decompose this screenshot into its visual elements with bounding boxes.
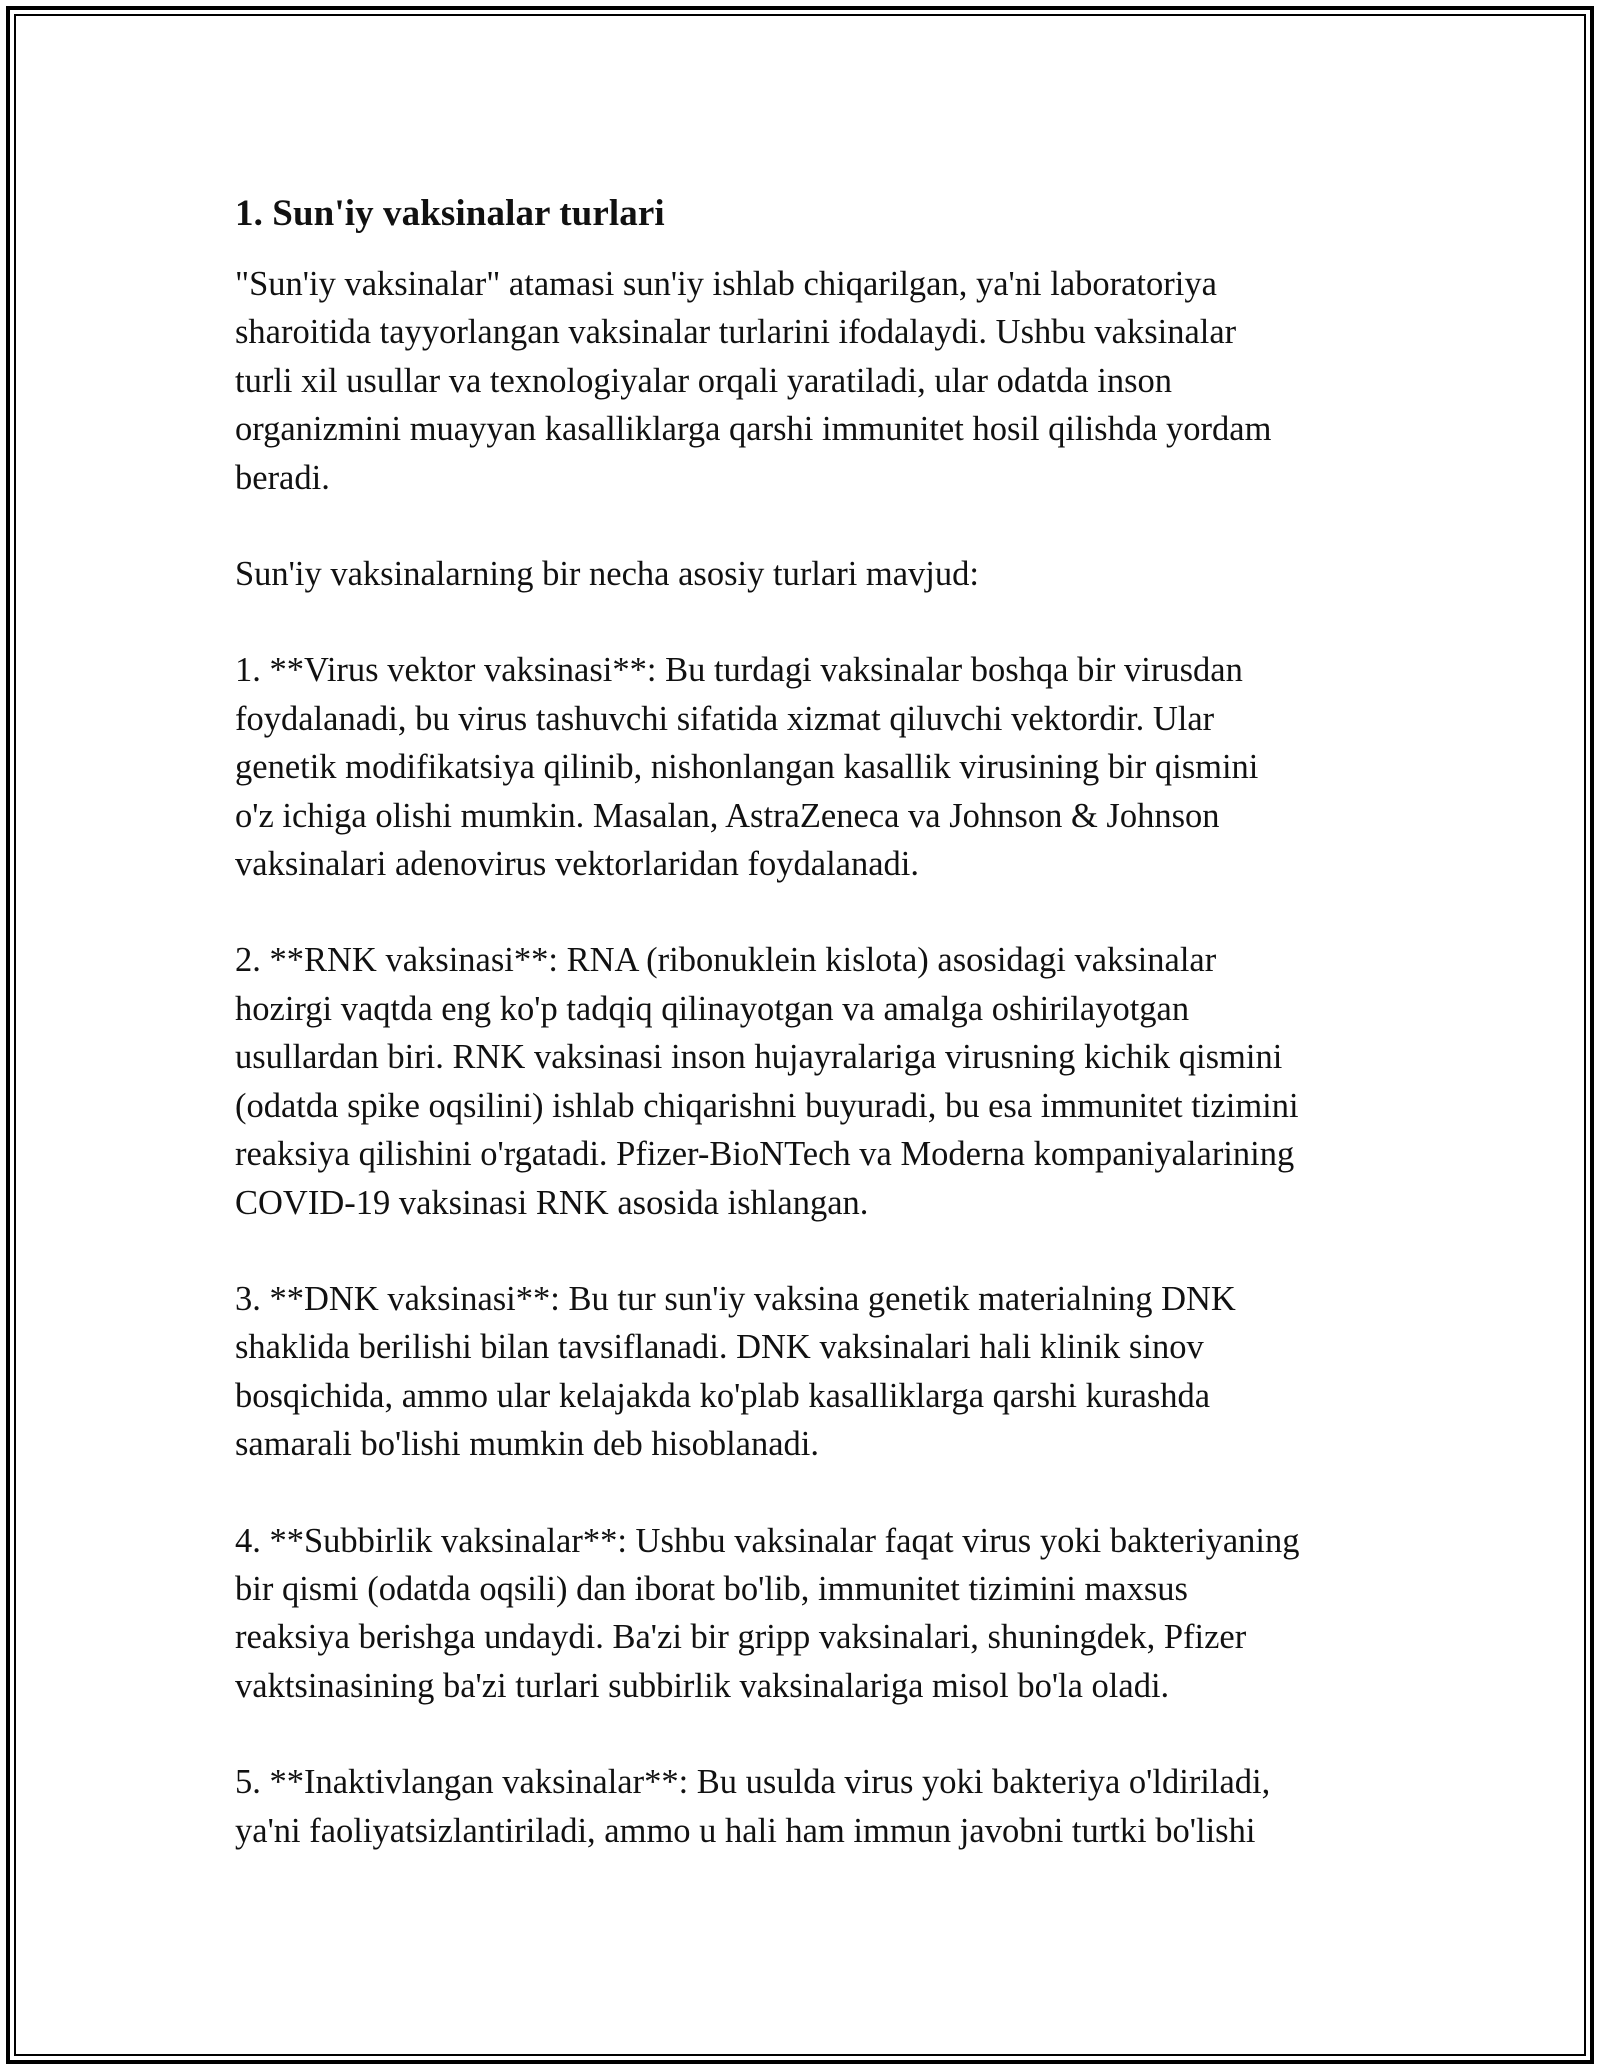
section-title: 1. Sun'iy vaksinalar turlari <box>235 193 665 234</box>
intro-paragraph: "Sun'iy vaksinalar" atamasi sun'iy ishlab chiqarilgan, ya'ni laboratoriya sharoitida tayyorlangan vaksinalar turlarini ifodalaydi. Ushbu vaksinalar turli xil usullar va texnologiyalar orqali yaratiladi, ular odatda inson organizmini muayyan kasalliklarga qarshi immunitet hosil qilishda yordam beradi. <box>235 265 1272 497</box>
types-intro-paragraph: Sun'iy vaksinalarning bir necha asosiy turlari mavjud: <box>235 555 979 594</box>
list-item-inactivated: 5. **Inaktivlangan vaksinalar**: Bu usulda virus yoki bakteriya o'ldiriladi, ya'ni faoliyatsizlantiriladi, ammo u hali ham immun javobni turtki bo'lishi <box>235 1763 1271 1850</box>
list-item-rnk: 2. **RNK vaksinasi**: RNA (ribonuklein kislota) asosidagi vaksinalar hozirgi vaqtda eng ko'p tadqiq qilinayotgan va amalga oshirilayotgan usullardan biri. RNK vaksinasi inson hujayralariga virusning kichik qismini (odatda spike oqsilini) ishlab chiqarishni buyuradi, bu esa immunitet tizimini reaksiya qilishini o'rgatadi. Pfizer-BioNTech va Moderna kompaniyalarining COVID-19 vaksinasi RNK asosida ishlangan. <box>235 941 1299 1222</box>
list-item-subunit: 4. **Subbirlik vaksinalar**: Ushbu vaksinalar faqat virus yoki bakteriyaning bir qismi (odatda oqsili) dan iborat bo'lib, immunitet tizimini maxsus reaksiya berishga undaydi. Ba'zi bir gripp vaksinalari, shuningdek, Pfizer vaktsinasining ba'zi turlari subbirlik vaksinalariga misol bo'la oladi. <box>235 1521 1300 1705</box>
document-body <box>235 188 1375 1855</box>
list-item-virus-vector: 1. **Virus vektor vaksinasi**: Bu turdagi vaksinalar boshqa bir virusdan foydalanadi, bu virus tashuvchi sifatida xizmat qiluvchi vektordir. Ular genetik modifikatsiya qilinib, nishonlangan kasallik virusining bir qismini o'z ichiga olishi mumkin. Masalan, AstraZeneca va Johnson & Johnson vaksinalari adenovirus vektorlaridan foydalanadi. <box>235 651 1259 884</box>
list-item-dnk: 3. **DNK vaksinasi**: Bu tur sun'iy vaksina genetik materialning DNK shaklida berilishi bilan tavsiflanadi. DNK vaksinalari hali klinik sinov bosqichida, ammo ular kelajakda ko'plab kasalliklarga qarshi kurashda samarali bo'lishi mumkin deb hisoblanadi. <box>235 1279 1236 1464</box>
